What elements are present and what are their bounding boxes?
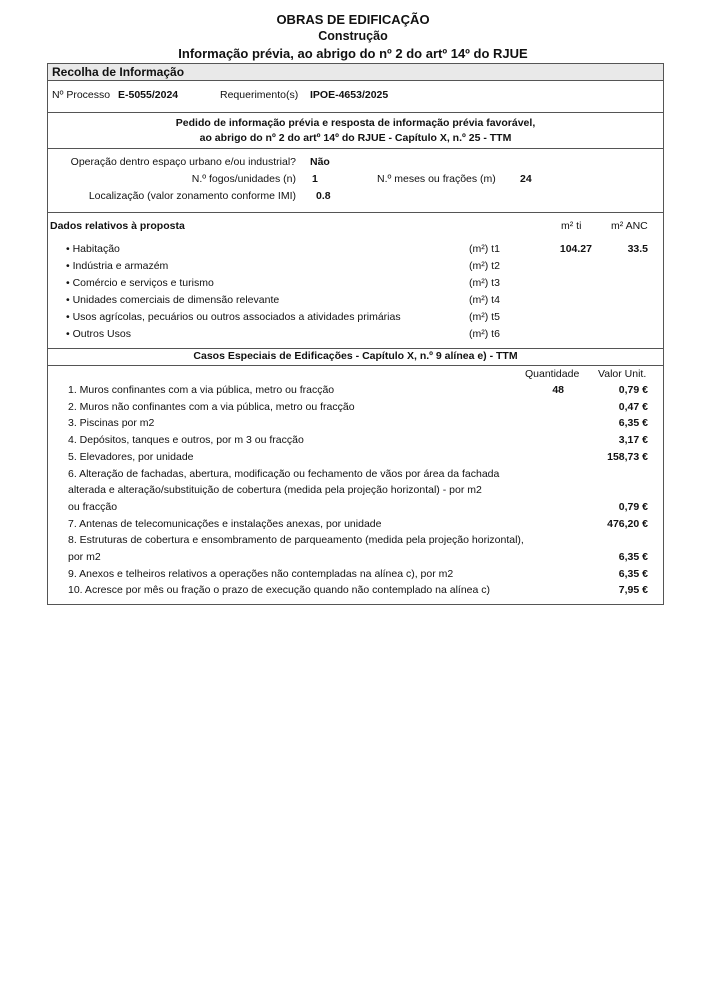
col-m2-anc: m² ANC [611,220,648,232]
casos-line-valor: 0,47 € [618,401,648,413]
proposta-row-label: • Indústria e armazém [66,260,169,272]
proposta-row-label: • Comércio e serviços e turismo [66,277,214,289]
casos-line-text: ou fracção [68,501,118,513]
casos-line-text: 7. Antenas de telecomunicações e instalações anexas, por unidade [68,518,382,530]
information-form [47,63,664,605]
casos-line-valor: 3,17 € [618,434,648,446]
casos-line-text: 6. Alteração de fachadas, abertura, modificação ou fechamento de vãos por área da fachada [68,468,500,480]
casos-line-text: 2. Muros não confinantes com a via pública, metro ou fracção [68,401,355,413]
casos-line-text: 3. Piscinas por m2 [68,417,155,429]
processo-value: E-5055/2024 [118,89,179,101]
proposta-row-unit: (m²) t5 [469,311,500,323]
casos-title: Casos Especiais de Edificações - Capítulo X, n.º 9 alínea e) - TTM [193,350,518,362]
proposta-title: Dados relativos à proposta [50,220,185,232]
casos-line-valor: 158,73 € [607,451,648,463]
casos-line-text: 9. Anexos e telheiros relativos a operações não contempladas na alínea c), por m2 [68,568,454,580]
divider [48,365,663,366]
doc-subtitle: Construção [318,29,388,43]
divider [48,348,663,349]
processo-label: Nº Processo [52,89,111,101]
col-m2-ti: m² ti [561,220,582,232]
proposta-row-label: • Outros Usos [66,328,131,340]
casos-line-quantidade: 48 [552,384,564,396]
proposta-row-label: • Unidades comerciais de dimensão relevante [66,294,280,306]
casos-line-text: 4. Depósitos, tanques e outros, por m 3 ou fracção [68,434,304,446]
fogos-value: 1 [312,173,318,185]
proposta-row-anc: 33.5 [627,243,648,255]
casos-line-valor: 0,79 € [618,384,648,396]
divider [48,212,663,213]
proposta-row-unit: (m²) t6 [469,328,500,340]
casos-line-text: 1. Muros confinantes com a via pública, metro ou fracção [68,384,335,396]
fogos-label: N.º fogos/unidades (n) [191,173,296,185]
localizacao-label: Localização (valor zonamento conforme IMI) [88,190,296,202]
proposta-row-ti: 104.27 [559,243,592,255]
casos-line-valor: 6,35 € [618,417,648,429]
section-recolha-title: Recolha de Informação [48,64,663,81]
casos-line-valor: 6,35 € [618,568,648,580]
casos-line-valor: 6,35 € [618,551,648,563]
proposta-row-unit: (m²) t3 [469,277,500,289]
casos-line-text: por m2 [68,551,101,563]
localizacao-value: 0.8 [316,190,331,202]
urbano-value: Não [310,156,330,168]
casos-line-text: 8. Estruturas de cobertura e ensombramento de parqueamento (medida pela projeção horizontal), [68,534,524,546]
divider [48,148,663,149]
col-valor-unit: Valor Unit. [598,368,647,380]
casos-line-text: alterada e alteração/substituição de cobertura (medida pela projeção horizontal) - por m2 [68,484,482,496]
casos-line-text: 5. Elevadores, por unidade [68,451,194,463]
requerimento-label: Requerimento(s) [220,89,299,101]
meses-value: 24 [520,173,532,185]
doc-title: OBRAS DE EDIFICAÇÃO [276,12,430,27]
proposta-row-unit: (m²) t4 [469,294,500,306]
proposta-row-unit: (m²) t1 [469,243,500,255]
doc-legal-reference: Informação prévia, ao abrigo do nº 2 do artº 14º do RJUE [178,46,528,61]
col-quantidade: Quantidade [525,368,580,380]
requerimento-value: IPOE-4653/2025 [310,89,389,101]
pedido-line-2: ao abrigo do nº 2 do artº 14º do RJUE - Capítulo X, n.º 25 - TTM [199,132,512,144]
meses-label: N.º meses ou frações (m) [377,173,496,185]
divider [48,112,663,113]
casos-line-valor: 476,20 € [607,518,648,530]
casos-line-valor: 0,79 € [618,501,648,513]
urbano-label: Operação dentro espaço urbano e/ou industrial? [70,156,296,168]
casos-line-text: 10. Acresce por mês ou fração o prazo de execução quando não contemplado na alínea c) [68,584,491,596]
proposta-row-label: • Habitação [66,243,120,255]
proposta-row-unit: (m²) t2 [469,260,500,272]
pedido-line-1: Pedido de informação prévia e resposta de informação prévia favorável, [175,117,536,129]
casos-line-valor: 7,95 € [618,584,648,596]
proposta-row-label: • Usos agrícolas, pecuários ou outros associados a atividades primárias [66,311,401,323]
